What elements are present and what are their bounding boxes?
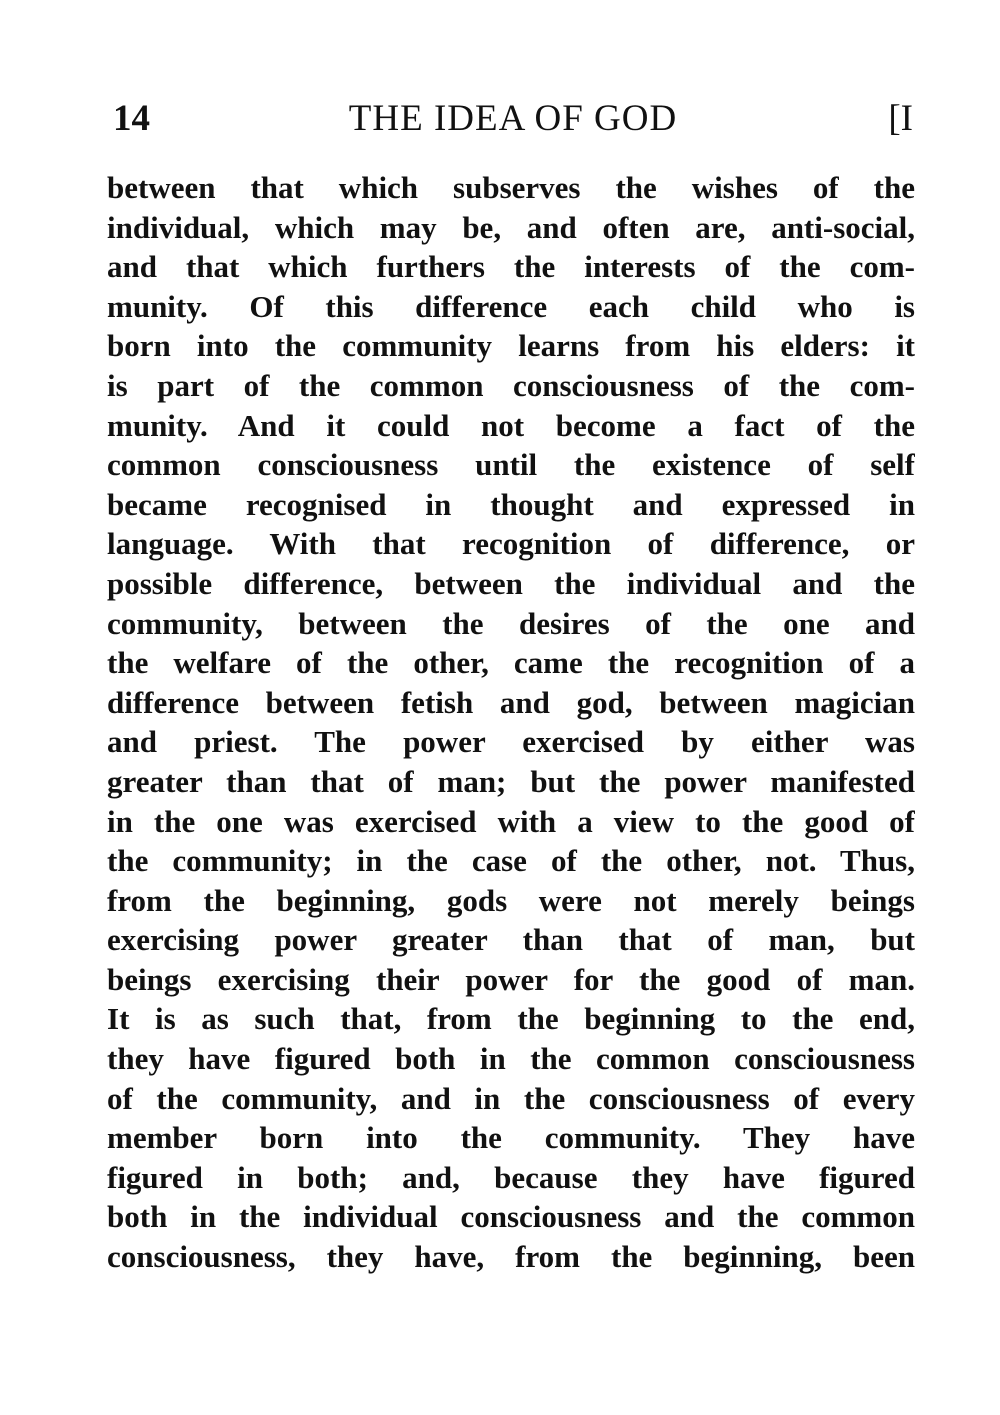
text-line: community, between the desires of the one and [107,605,915,641]
text-line: greater than that of man; but the power manifested [107,763,915,799]
text-line: language. With that recognition of difference, or [107,526,915,562]
text-line: consciousness, they have, from the beginning, been [107,1239,915,1275]
body-text [107,168,915,1277]
text-line: born into the community learns from his elders: it [107,328,915,364]
text-line: member born into the community. They have [107,1120,915,1156]
text-line: beings exercising their power for the good of man. [107,961,915,997]
text-line: in the one was exercised with a view to the good of [107,803,915,839]
text-line: and priest. The power exercised by either was [107,724,915,760]
text-line: became recognised in thought and expressed in [107,486,915,522]
text-line: is part of the common consciousness of the com- [107,367,915,403]
text-line: both in the individual consciousness and the common [107,1199,915,1235]
text-line: figured in both; and, because they have figured [107,1159,915,1195]
chapter-marker: [I [888,98,913,139]
text-line: from the beginning, gods were not merely beings [107,882,915,918]
text-line: they have figured both in the common consciousness [107,1041,915,1077]
text-line: of the community, and in the consciousness of every [107,1080,915,1116]
text-line: difference between fetish and god, between magician [107,684,915,720]
text-line: munity. Of this difference each child who is [107,288,915,324]
text-line: It is as such that, from the beginning to the end, [107,1001,915,1037]
text-line: exercising power greater than that of man, but [107,922,915,958]
page-number: 14 [113,98,150,139]
text-line: possible difference, between the individual and the [107,565,915,601]
running-title: THE IDEA OF GOD [348,98,678,139]
text-line: and that which furthers the interests of the com- [107,249,915,285]
text-line: common consciousness until the existence of self [107,447,915,483]
text-line: munity. And it could not become a fact of the [107,407,915,443]
text-line: the welfare of the other, came the recognition of a [107,645,915,681]
running-head [113,94,913,144]
text-line: individual, which may be, and often are, anti-social, [107,209,915,245]
text-line: the community; in the case of the other, not. Thus, [107,843,915,879]
text-line: between that which subserves the wishes of the [107,170,915,205]
